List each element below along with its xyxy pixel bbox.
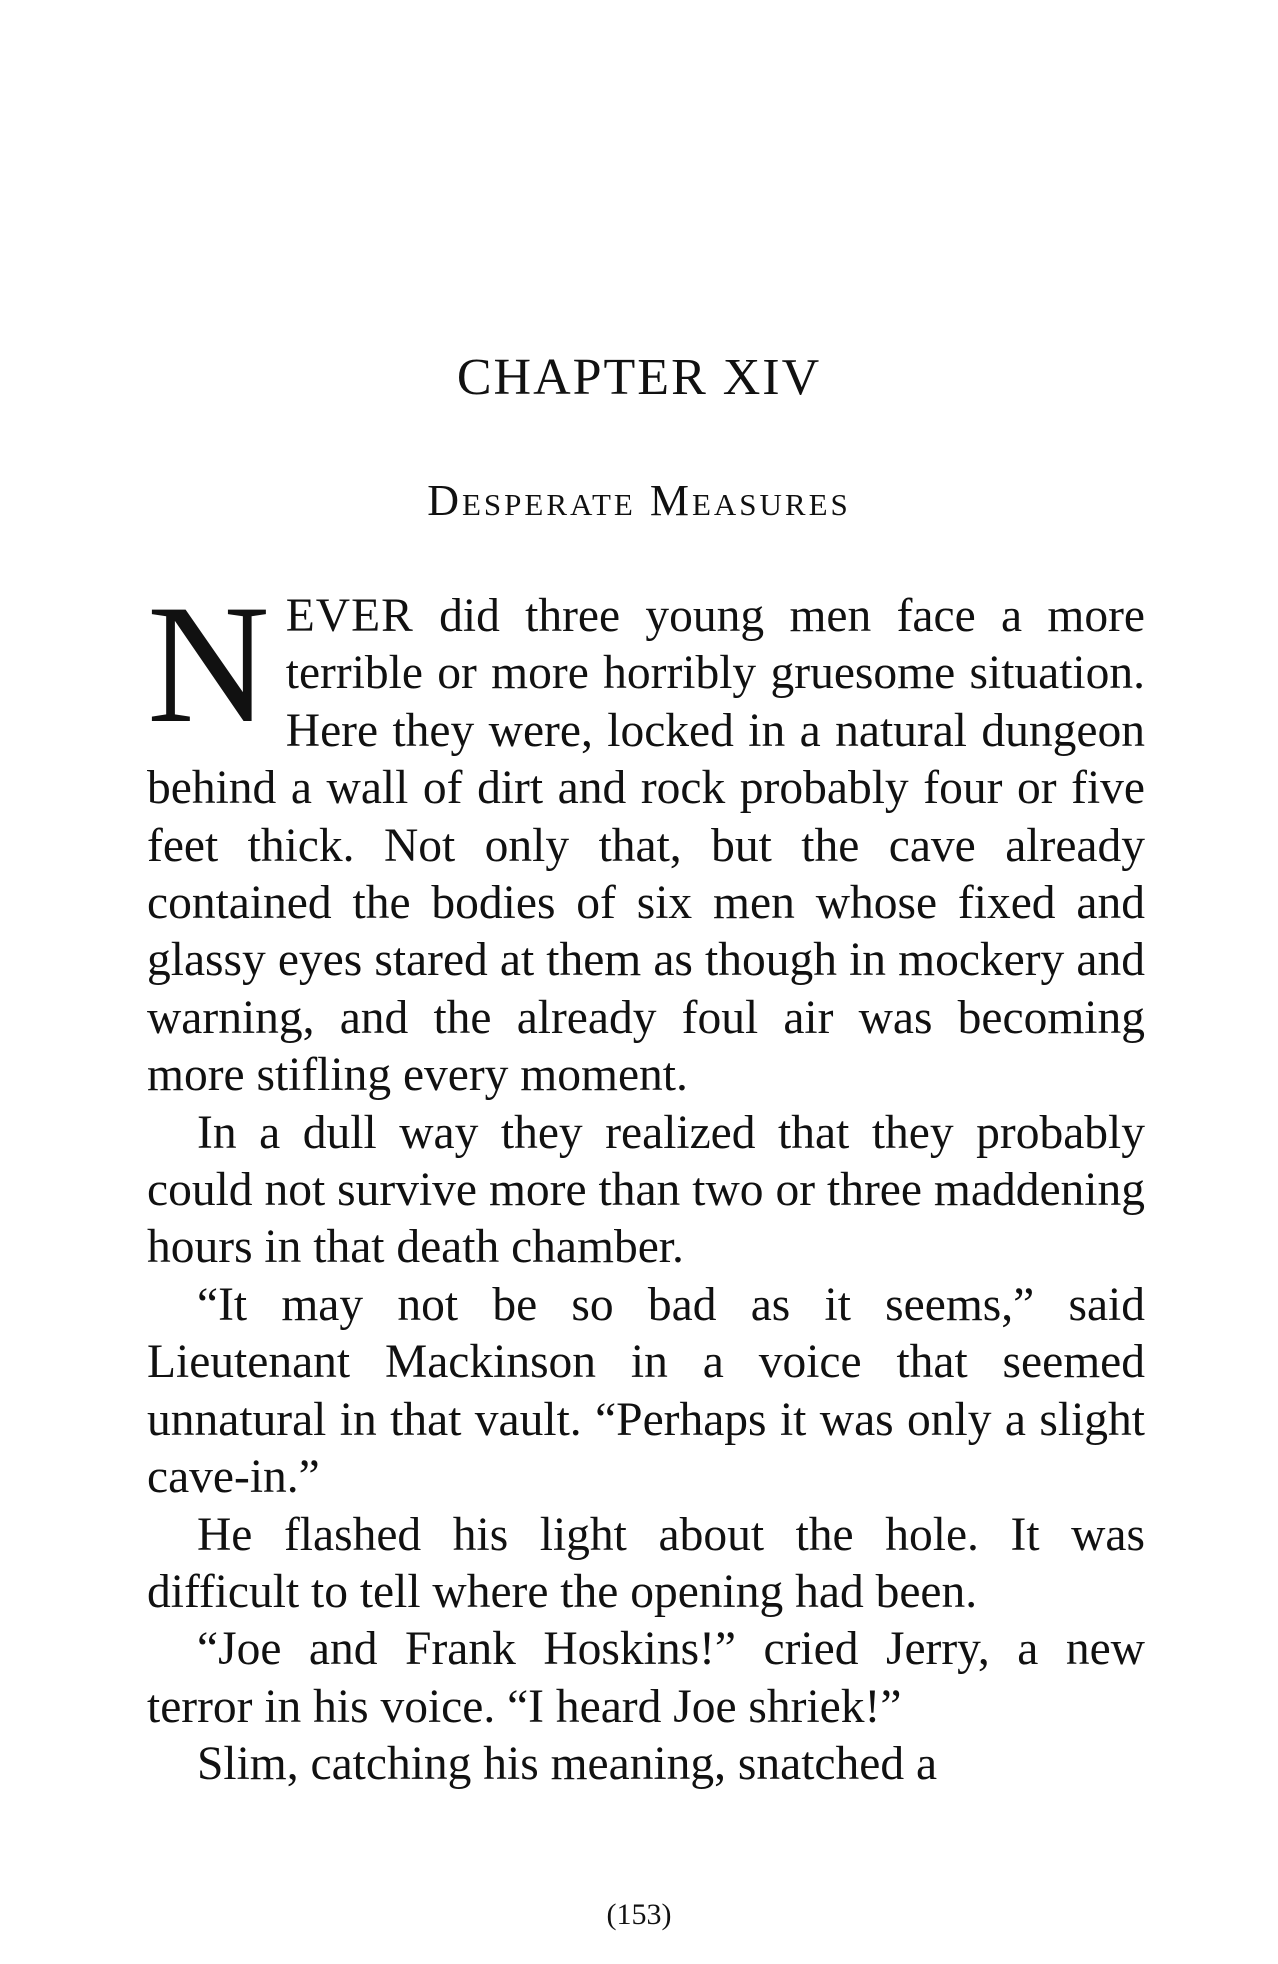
paragraph: In a dull way they realized that they probably could not survive more than two or three maddening hours in that death chamber. [147, 1106, 1145, 1274]
paragraph: He flashed his light about the hole. It was difficult to tell where the opening had been. [147, 1508, 1145, 1618]
opening-text: did three young men face a more terrible or more horribly gruesome situation. Here they were, locked in a natural dungeon behind a wall of dirt and rock probably four or five feet thick. Not only that, but the cave already contained the bodies of six men whose fixed and glassy eyes stared at them as though in mockery and warning, and the already foul air was becoming more stifling every moment. [147, 590, 1145, 1102]
chapter-heading: CHAPTER XIV [456, 349, 822, 406]
body-text [147, 570, 1145, 1794]
opening-first-word: EVER [285, 590, 414, 642]
paragraph: Slim, catching his meaning, snatched a [197, 1738, 938, 1791]
paragraph: “Joe and Frank Hoskins!” cried Jerry, a new terror in his voice. “I heard Joe shriek!” [147, 1623, 1145, 1733]
chapter-title: Desperate Measures [427, 476, 851, 525]
paragraph: “It may not be so bad as it seems,” said Lieutenant Mackinson in a voice that seemed unnatural in that vault. “Perhaps it was only a slight cave-in.” [147, 1278, 1145, 1504]
drop-cap: N [147, 570, 270, 758]
page-number: (153) [606, 1898, 672, 1931]
opening-paragraph [147, 570, 1145, 1105]
